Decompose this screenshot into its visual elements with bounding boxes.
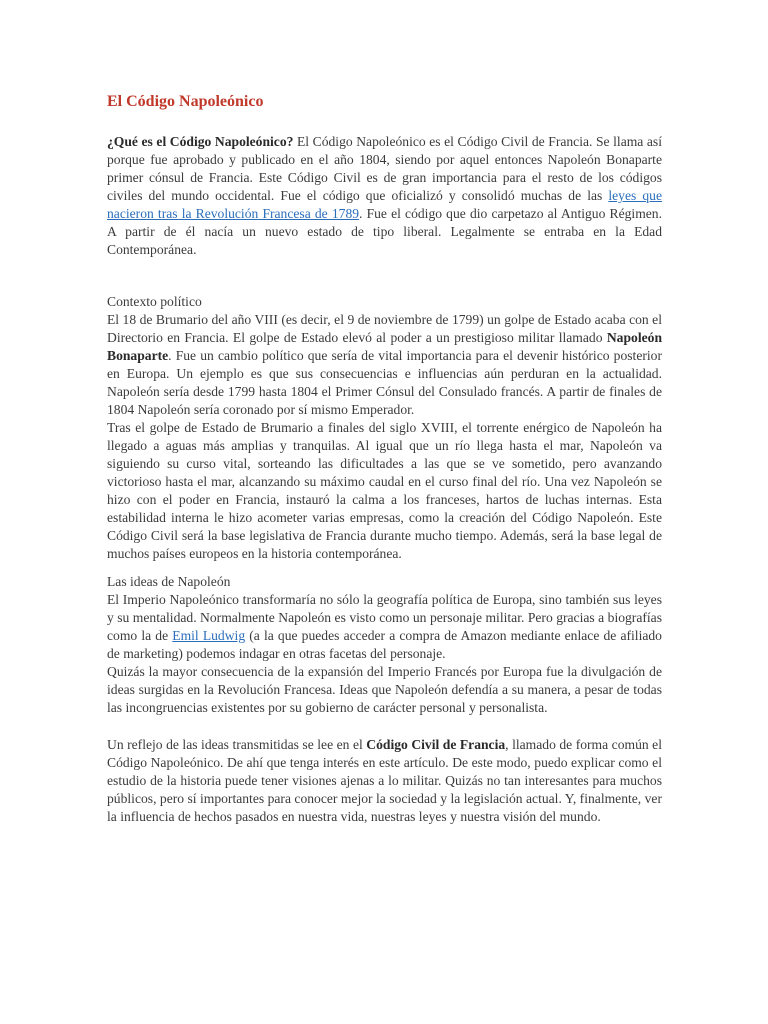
emil-ludwig-link[interactable]: Emil Ludwig (172, 628, 246, 643)
contexto-p1-text-end: . Fue un cambio político que sería de vital importancia para el devenir histórico posterior en Europa. Un ejemplo es que sus consecuencias e influencias aún perduran en la actualidad. Napoleón sería desde 1799 hasta 1804 el Primer Cónsul del Consulado francés. A partir de finales de 1804 Napoleón sería coronado por sí mismo Emperador. (107, 348, 662, 417)
ideas-paragraph-2: Quizás la mayor consecuencia de la expansión del Imperio Francés por Europa fue la divulgación de ideas surgidas en la Revolución Francesa. Ideas que Napoleón defendía a su manera, a pesar de todas las incongruencias existentes por su gobierno de carácter personal y personalista. (107, 664, 662, 715)
contexto-paragraph-1 (107, 311, 662, 419)
ideas-paragraph-3 (107, 736, 662, 826)
revolution-laws-link[interactable]: leyes que nacieron tras la Revolución Francesa de 1789 (107, 188, 662, 221)
intro-text-start: El Código Napoleónico es el Código Civil de Francia. Se llama así porque fue aprobado y publicado en el año 1804, siendo por aquel entonces Napoleón Bonaparte primer cónsul de Francia. Este Código Civil es de gran importancia para el resto de los códigos civiles del mundo occidental. Fue el código que oficializó y consolidó muchas de las (107, 134, 662, 203)
ideas-p3-text-end: , llamado de forma común el Código Napoleónico. De ahí que tenga interés en este artículo. De este modo, puedo explicar como el estudio de la historia puede tener visiones ajenas a lo militar. Quizás no tan interesantes para muchos públicos, pero sí importantes para conocer mejor la sociedad y la legislación actual. Y, finalmente, ver la influencia de hechos pasados en nuestra vida, nuestras leyes y nuestra visión del mundo. (107, 737, 662, 824)
napoleon-bold-name: Napoleón Bonaparte (107, 330, 662, 363)
codigo-civil-bold: Código Civil de Francia (366, 737, 506, 752)
intro-lead-question: ¿Qué es el Código Napoleónico? (107, 134, 294, 149)
intro-text-end: . Fue el código que dio carpetazo al Antiguo Régimen. A partir de él nacía un nuevo estado de tipo liberal. Legalmente se entraba en la Edad Contemporánea. (107, 206, 663, 257)
document-page (107, 92, 662, 826)
ideas-p3-text-start: Un reflejo de las ideas transmitidas se lee en el (107, 737, 367, 752)
contexto-p1-text-start: El 18 de Brumario del año VIII (es decir, el 9 de noviembre de 1799) un golpe de Estado acaba con el Directorio en Francia. El golpe de Estado elevó al poder a un prestigioso militar llamado (107, 312, 662, 345)
page-title: El Código Napoleónico (107, 93, 264, 110)
section-heading-ideas: Las ideas de Napoleón (107, 574, 231, 589)
ideas-p1-text-start: El Imperio Napoleónico transformaría no sólo la geografía política de Europa, sino también sus leyes y su mentalidad. Normalmente Napoleón es visto como un personaje militar. Pero gracias a biografías como la de (107, 592, 662, 643)
ideas-paragraph-1 (107, 591, 662, 663)
intro-paragraph (107, 133, 662, 259)
section-heading-contexto: Contexto político (107, 294, 202, 309)
contexto-paragraph-2: Tras el golpe de Estado de Brumario a finales del siglo XVIII, el torrente enérgico de Napoleón ha llegado a aguas más amplias y tranquilas. Al igual que un río llega hasta el mar, Napoleón va siguiendo su curso vital, sorteando las dificultades a las que se ve sometido, pero avanzando victorioso hasta el mar, alcanzando su máximo caudal en el curso final del río. Una vez Napoleón se hizo con el poder en Francia, instauró la calma a los franceses, hartos de luchas internas. Esta estabilidad interna le hizo acometer varias empresas, como la creación del Código Napoleón. Este Código Civil será la base legislativa de Francia durante mucho tiempo. Además, será la base legal de muchos países europeos en la historia contemporánea. (107, 420, 662, 561)
ideas-p1-text-end: (a la que puedes acceder a compra de Amazon mediante enlace de afiliado de marketing) podemos indagar en otras facetas del personaje. (107, 628, 662, 661)
